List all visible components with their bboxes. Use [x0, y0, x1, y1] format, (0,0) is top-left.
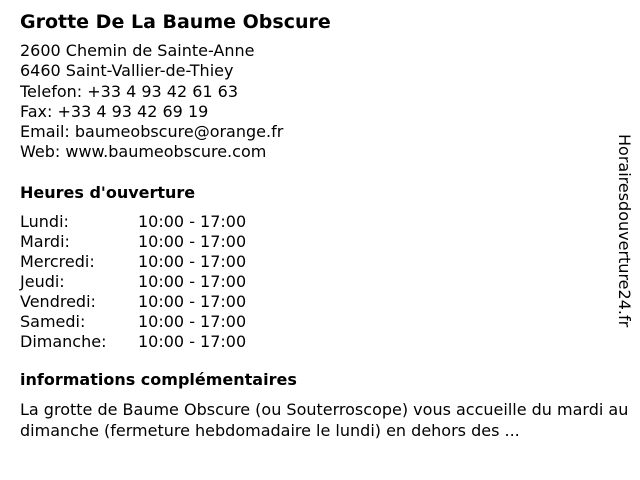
website: Web: www.baumeobscure.com	[20, 142, 267, 162]
time-range: 10:00 - 17:00	[138, 272, 247, 292]
day-label: Samedi:	[20, 312, 86, 332]
hours-row-wednesday	[20, 252, 632, 272]
fax-number: Fax: +33 4 93 42 69 19	[20, 101, 209, 121]
time-range: 10:00 - 17:00	[138, 211, 247, 231]
hours-row-friday	[20, 292, 632, 312]
time-range: 10:00 - 17:00	[138, 332, 247, 352]
day-label: Dimanche:	[20, 332, 107, 352]
business-listing	[20, 9, 632, 441]
address-street: 2600 Chemin de Sainte-Anne	[20, 41, 255, 60]
info-description: La grotte de Baume Obscure (ou Souterroscope) vous accueille du mardi au dimanche (fermeture hebdomadaire le lundi) en dehors des ...	[20, 400, 629, 441]
page-title: Grotte De La Baume Obscure	[20, 11, 331, 33]
time-range: 10:00 - 17:00	[138, 251, 247, 271]
day-label: Jeudi:	[20, 272, 65, 292]
day-label: Mardi:	[20, 231, 70, 251]
hours-row-sunday	[20, 332, 632, 352]
day-label: Mercredi:	[20, 251, 95, 271]
phone-number: Telefon: +33 4 93 42 61 63	[20, 81, 239, 101]
address-city: 6460 Saint-Vallier-de-Thiey	[20, 61, 234, 81]
site-watermark: Horairesdouverture24.fr	[615, 134, 634, 328]
day-label: Vendredi:	[20, 292, 96, 312]
info-heading: informations complémentaires	[20, 370, 297, 390]
hours-table	[20, 212, 632, 353]
hours-row-saturday	[20, 312, 632, 332]
hours-row-monday	[20, 212, 632, 232]
hours-row-tuesday	[20, 232, 632, 252]
time-range: 10:00 - 17:00	[138, 292, 247, 312]
time-range: 10:00 - 17:00	[138, 312, 247, 332]
time-range: 10:00 - 17:00	[138, 231, 247, 251]
email-address: Email: baumeobscure@orange.fr	[20, 122, 284, 142]
day-label: Lundi:	[20, 211, 69, 231]
hours-row-thursday	[20, 272, 632, 292]
hours-heading: Heures d'ouverture	[20, 182, 196, 202]
